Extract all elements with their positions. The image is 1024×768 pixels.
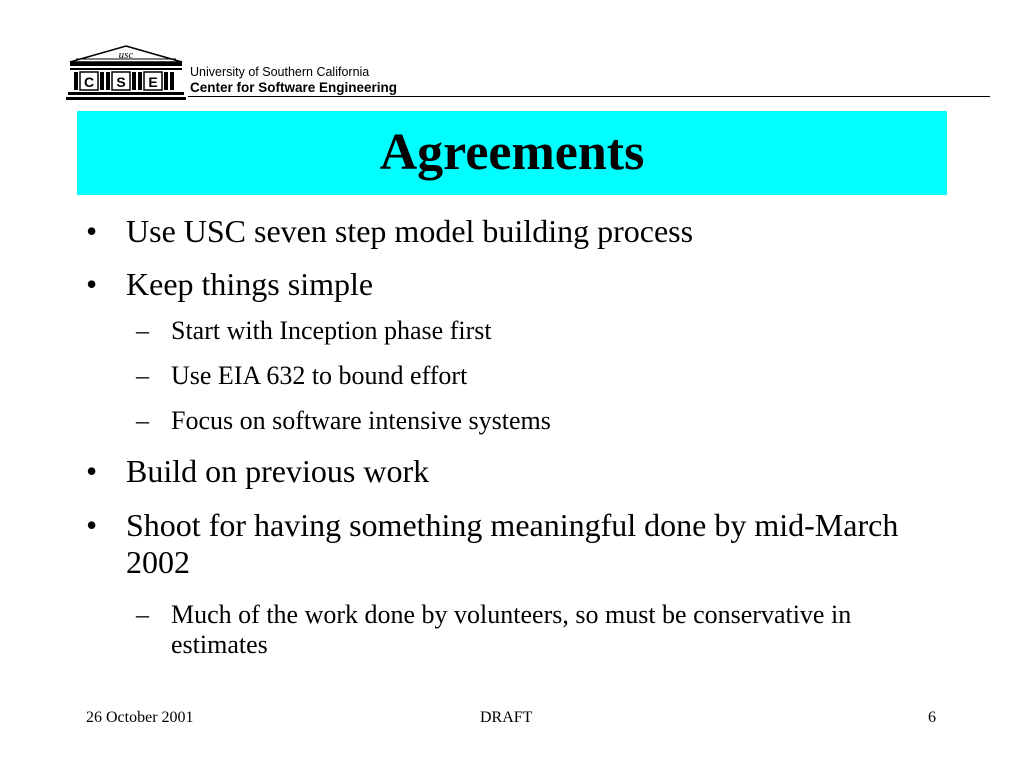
logo-letter-e: E bbox=[148, 74, 158, 90]
bullet-marker: • bbox=[86, 213, 98, 249]
sub-bullet-item bbox=[136, 406, 891, 436]
bullet-item bbox=[86, 453, 926, 490]
sub-bullet-marker: – bbox=[136, 600, 149, 629]
logo-letter-c: C bbox=[83, 74, 95, 90]
bullet-marker: • bbox=[86, 507, 98, 543]
footer-page-number: 6 bbox=[928, 709, 936, 726]
sub-bullet-item bbox=[136, 316, 891, 346]
bullet-item bbox=[86, 507, 916, 581]
bullet-item bbox=[86, 213, 926, 250]
footer-status: DRAFT bbox=[480, 709, 533, 726]
sub-bullet-marker: – bbox=[136, 361, 149, 390]
slide-title: Agreements bbox=[379, 124, 645, 181]
sub-bullet-text: Start with Inception phase first bbox=[171, 316, 492, 345]
sub-bullet-text: Much of the work done by volunteers, so must be conservative in estimates bbox=[171, 600, 852, 659]
bullet-text: Shoot for having something meaningful done by mid-March 2002 bbox=[126, 507, 899, 580]
sub-bullet-item bbox=[136, 600, 871, 660]
sub-bullet-text: Use EIA 632 to bound effort bbox=[171, 361, 468, 390]
bullet-marker: • bbox=[86, 453, 98, 489]
logo-letter-s: S bbox=[116, 74, 126, 90]
sub-bullet-item bbox=[136, 361, 891, 391]
bullet-text: Build on previous work bbox=[126, 453, 430, 489]
bullet-text: Keep things simple bbox=[126, 266, 374, 302]
sub-bullet-text: Focus on software intensive systems bbox=[171, 406, 551, 435]
bullet-text: Use USC seven step model building process bbox=[126, 213, 694, 249]
logo-top-text: usc bbox=[118, 49, 134, 61]
sub-bullet-marker: – bbox=[136, 406, 149, 435]
footer-date: 26 October 2001 bbox=[86, 709, 194, 726]
sub-bullet-marker: – bbox=[136, 316, 149, 345]
org-university: University of Southern California bbox=[190, 65, 370, 79]
bullet-marker: • bbox=[86, 266, 98, 302]
bullet-item bbox=[86, 266, 926, 303]
org-center: Center for Software Engineering bbox=[190, 79, 398, 95]
